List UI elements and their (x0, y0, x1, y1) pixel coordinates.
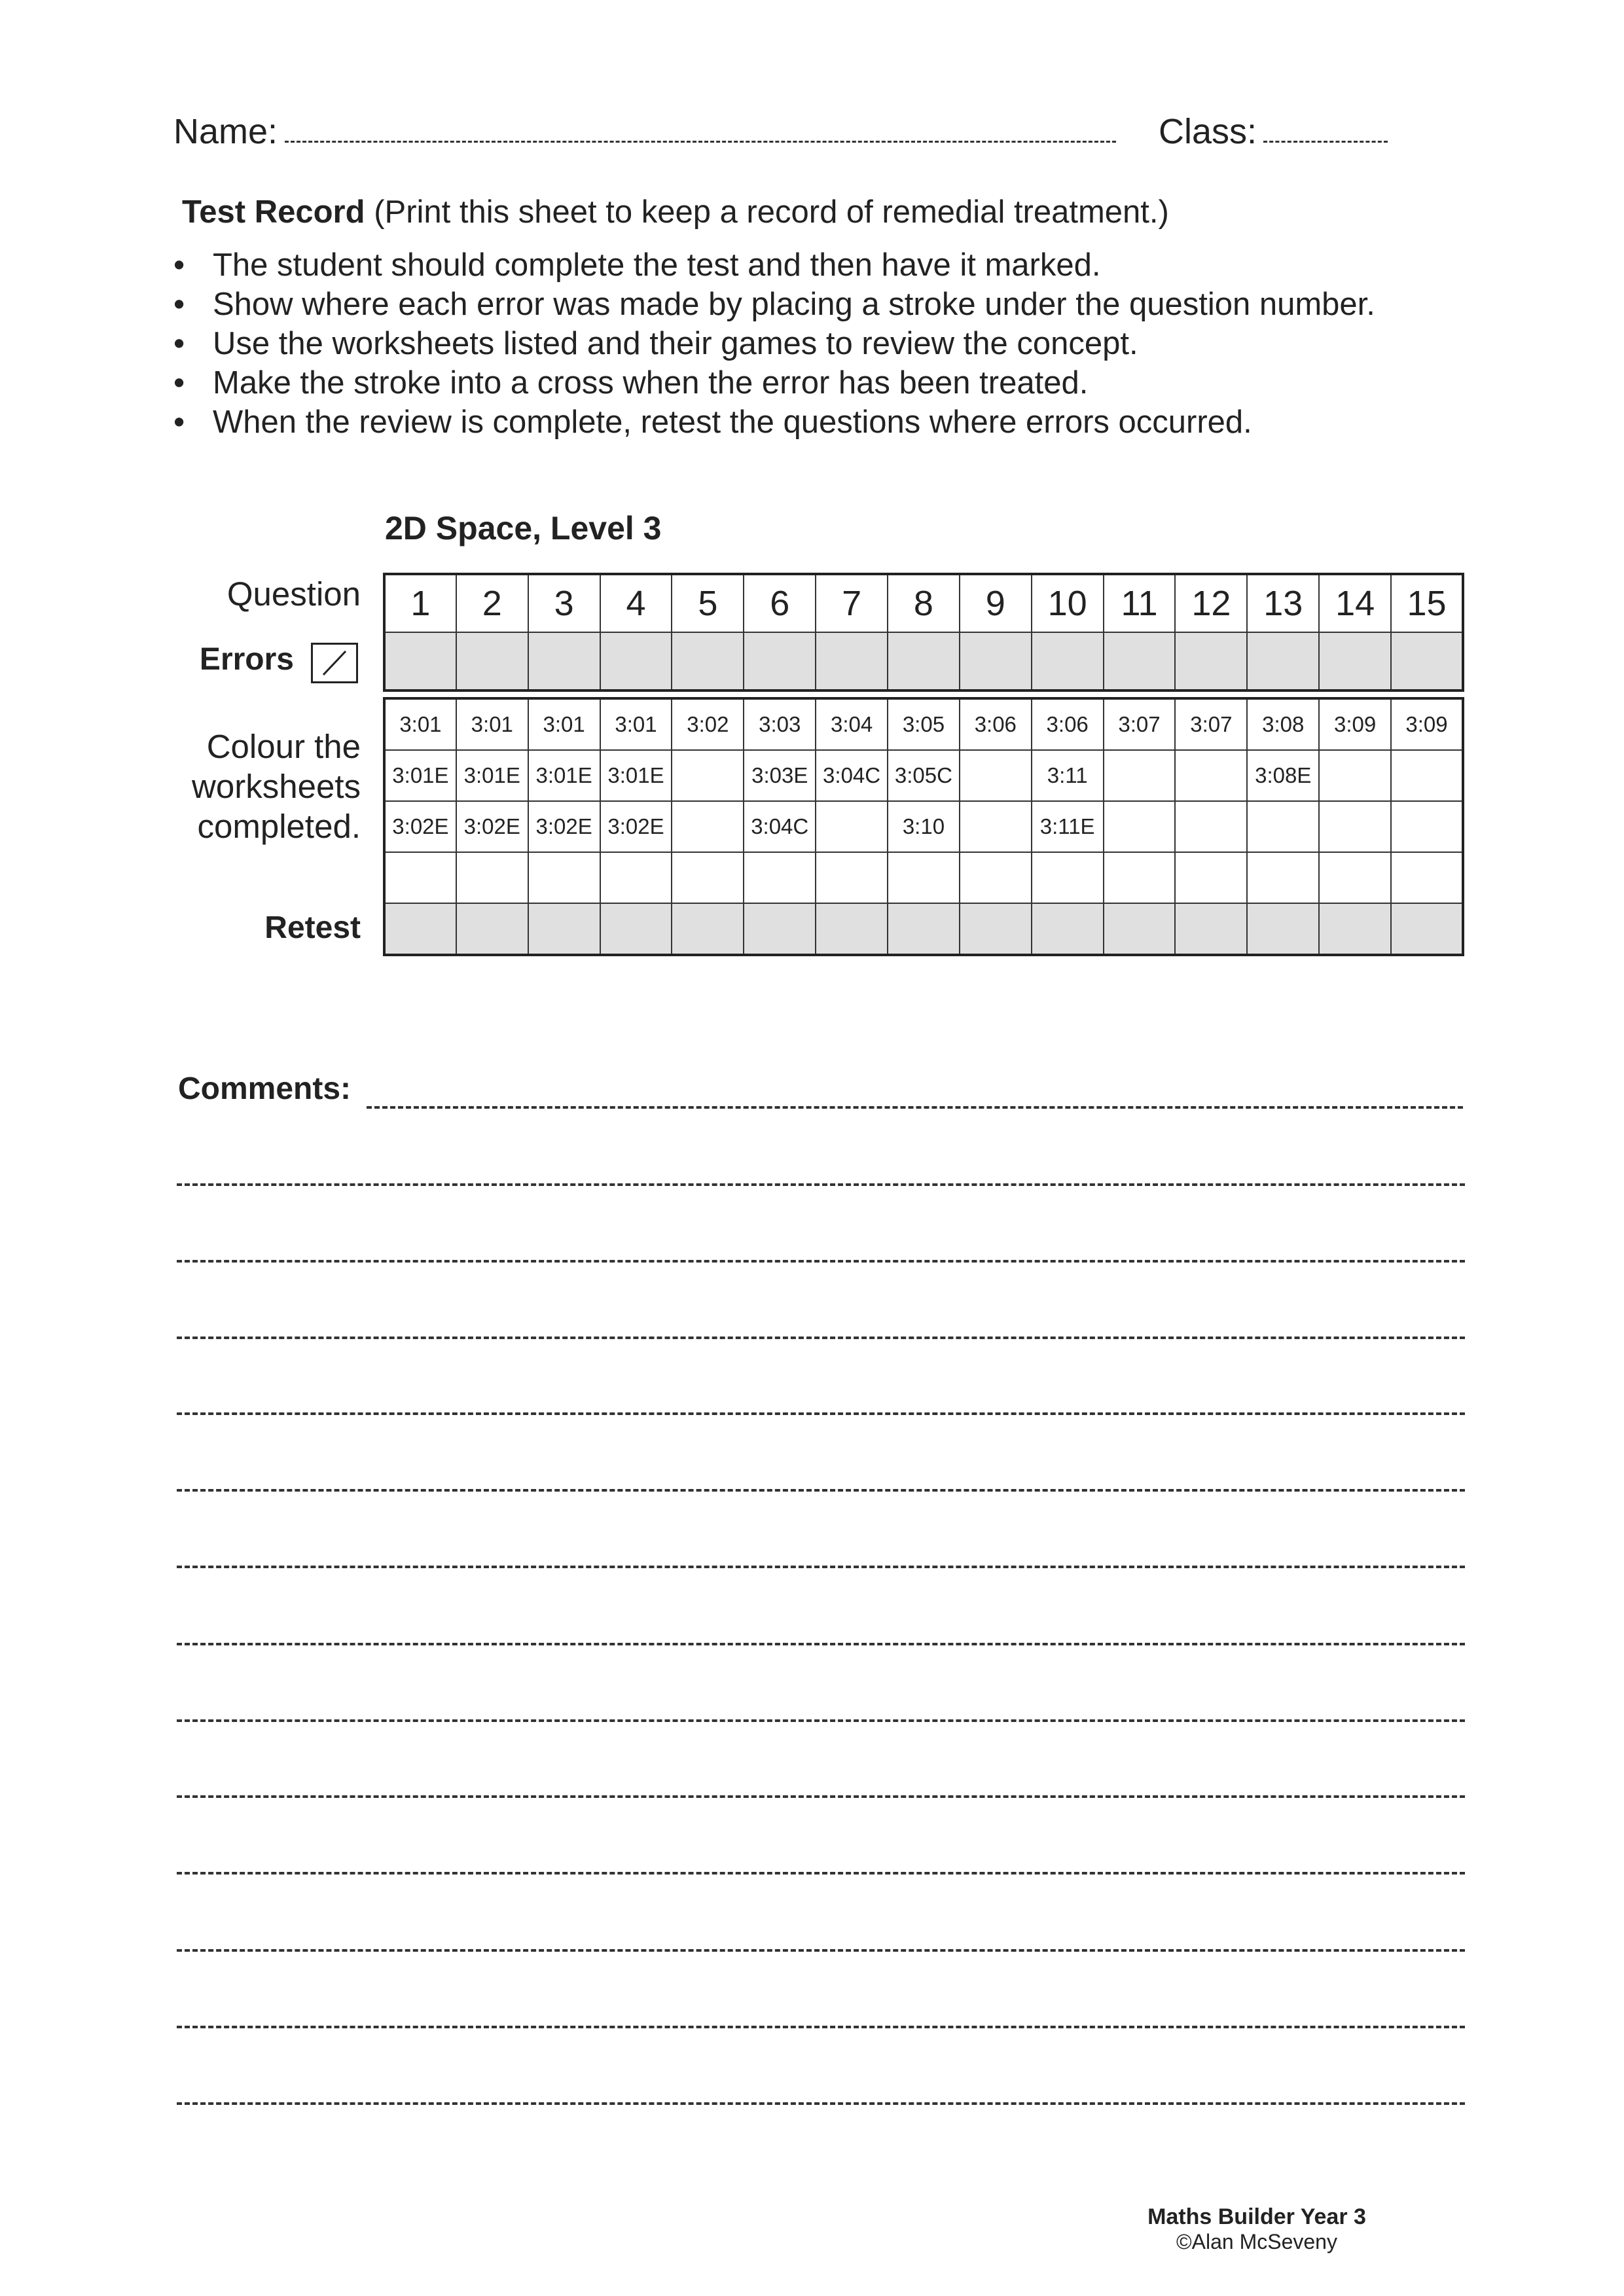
colour-label-line: completed. (197, 808, 361, 845)
worksheet-row (384, 801, 1463, 852)
question-number: 2 (456, 574, 528, 632)
comments-label: Comments: (178, 1071, 352, 1106)
worksheet-cell[interactable]: 3:01 (384, 698, 456, 750)
worksheet-cell[interactable] (1175, 750, 1247, 801)
error-cell[interactable] (528, 632, 600, 691)
error-cell[interactable] (1247, 632, 1319, 691)
error-cell[interactable] (816, 632, 888, 691)
worksheet-cell[interactable] (816, 801, 888, 852)
comment-line[interactable] (177, 2026, 1465, 2028)
worksheet-cell[interactable] (1391, 750, 1463, 801)
worksheet-cell[interactable]: 3:04C (744, 801, 816, 852)
worksheet-cell[interactable]: 3:07 (1104, 698, 1176, 750)
retest-cell[interactable] (1319, 903, 1391, 955)
worksheet-cell[interactable]: 3:06 (1032, 698, 1104, 750)
worksheet-cell[interactable] (960, 750, 1032, 801)
worksheet-cell[interactable]: 3:02E (456, 801, 528, 852)
worksheet-cell[interactable] (1104, 852, 1176, 903)
retest-cell[interactable] (384, 903, 456, 955)
question-number: 12 (1175, 574, 1247, 632)
instruction-item: • Make the stroke into a cross when the error has been treated. (173, 363, 1375, 403)
comment-line[interactable] (177, 1719, 1465, 1722)
worksheet-cell[interactable]: 3:08 (1247, 698, 1319, 750)
worksheet-row (384, 750, 1463, 801)
worksheet-cell[interactable]: 3:01E (384, 750, 456, 801)
error-cell[interactable] (744, 632, 816, 691)
worksheet-cell[interactable] (888, 852, 960, 903)
worksheet-cell[interactable] (1247, 801, 1319, 852)
instruction-item: • Show where each error was made by placing a stroke under the question number. (173, 285, 1375, 324)
question-number: 7 (816, 574, 888, 632)
question-number: 6 (744, 574, 816, 632)
retest-label: Retest (264, 910, 361, 945)
retest-cell[interactable] (456, 903, 528, 955)
error-cell[interactable] (1319, 632, 1391, 691)
colour-label-line: worksheets (192, 768, 361, 805)
question-label: Question (226, 575, 361, 613)
worksheet-cell[interactable]: 3:04C (816, 750, 888, 801)
worksheet-cell[interactable]: 3:01 (456, 698, 528, 750)
worksheets-table (383, 697, 1464, 956)
instruction-list (173, 245, 1375, 442)
retest-cell[interactable] (1175, 903, 1247, 955)
question-number: 5 (672, 574, 744, 632)
worksheet-cell[interactable] (528, 852, 600, 903)
retest-cell[interactable] (672, 903, 744, 955)
worksheet-cell[interactable]: 3:01E (600, 750, 672, 801)
footer (1113, 2204, 1401, 2254)
comment-line[interactable] (177, 2102, 1465, 2105)
worksheet-cell[interactable] (456, 852, 528, 903)
colour-label-line: Colour the (206, 728, 361, 765)
question-number: 13 (1247, 574, 1319, 632)
comment-line[interactable] (177, 1489, 1465, 1492)
comment-line[interactable] (367, 1106, 1463, 1109)
worksheet-cell[interactable]: 3:03E (744, 750, 816, 801)
worksheet-cell[interactable]: 3:11E (1032, 801, 1104, 852)
instruction-item: • The student should complete the test and then have it marked. (173, 245, 1375, 285)
worksheet-cell[interactable] (1391, 852, 1463, 903)
comment-line[interactable] (177, 1643, 1465, 1645)
instructions-heading (182, 194, 1169, 230)
worksheet-cell[interactable] (384, 852, 456, 903)
error-cell[interactable] (456, 632, 528, 691)
question-row (384, 574, 1463, 632)
comment-line[interactable] (177, 1336, 1465, 1339)
question-number: 14 (1319, 574, 1391, 632)
question-errors-table (383, 573, 1464, 692)
worksheet-cell[interactable] (1247, 852, 1319, 903)
question-number: 10 (1032, 574, 1104, 632)
question-number: 3 (528, 574, 600, 632)
instruction-item: • Use the worksheets listed and their games to review the concept. (173, 324, 1375, 363)
class-field[interactable] (1263, 141, 1388, 143)
worksheet-cell[interactable]: 3:09 (1319, 698, 1391, 750)
worksheet-cell[interactable]: 3:05 (888, 698, 960, 750)
worksheet-cell[interactable]: 3:02 (672, 698, 744, 750)
colour-worksheets-label (192, 726, 361, 846)
error-cell[interactable] (1175, 632, 1247, 691)
test-record-note: (Print this sheet to keep a record of remedial treatment.) (374, 194, 1169, 230)
worksheet-cell[interactable] (600, 852, 672, 903)
worksheet-cell[interactable] (1104, 750, 1176, 801)
comment-line[interactable] (177, 1795, 1465, 1798)
error-cell[interactable] (1104, 632, 1176, 691)
instruction-item: • When the review is complete, retest the questions where errors occurred. (173, 403, 1375, 442)
worksheet-cell[interactable]: 3:10 (888, 801, 960, 852)
worksheet-cell[interactable]: 3:02E (528, 801, 600, 852)
worksheet-cell[interactable]: 3:02E (600, 801, 672, 852)
worksheet-cell[interactable]: 3:06 (960, 698, 1032, 750)
comment-line[interactable] (177, 1872, 1465, 1874)
worksheet-cell[interactable] (1032, 852, 1104, 903)
error-cell[interactable] (888, 632, 960, 691)
test-record-title: Test Record (182, 194, 365, 230)
error-cell[interactable] (1391, 632, 1463, 691)
comment-line[interactable] (177, 1183, 1465, 1186)
name-label: Name: (173, 112, 278, 151)
worksheet-cell[interactable] (744, 852, 816, 903)
footer-title: Maths Builder Year 3 (1147, 2204, 1366, 2229)
worksheet-cell[interactable] (1175, 852, 1247, 903)
error-cell[interactable] (600, 632, 672, 691)
worksheet-cell[interactable]: 3:01E (528, 750, 600, 801)
worksheet-cell[interactable] (1175, 801, 1247, 852)
worksheet-cell[interactable] (1104, 801, 1176, 852)
footer-copyright: ©Alan McSeveny (1176, 2230, 1337, 2253)
record-title: 2D Space, Level 3 (385, 510, 662, 547)
question-number: 11 (1104, 574, 1176, 632)
worksheet-cell[interactable] (1319, 801, 1391, 852)
worksheet-cell[interactable] (672, 852, 744, 903)
retest-cell[interactable] (816, 903, 888, 955)
retest-cell[interactable] (600, 903, 672, 955)
retest-cell[interactable] (888, 903, 960, 955)
retest-cell[interactable] (960, 903, 1032, 955)
worksheet-cell[interactable] (1319, 852, 1391, 903)
comment-line[interactable] (177, 1412, 1465, 1415)
worksheet-cell[interactable]: 3:03 (744, 698, 816, 750)
retest-cell[interactable] (1032, 903, 1104, 955)
worksheet-cell[interactable]: 3:01 (528, 698, 600, 750)
class-label: Class: (1159, 112, 1257, 151)
question-number: 15 (1391, 574, 1463, 632)
worksheet-cell[interactable] (672, 750, 744, 801)
comment-line[interactable] (177, 1566, 1465, 1568)
retest-cell[interactable] (1104, 903, 1176, 955)
retest-cell[interactable] (1247, 903, 1319, 955)
worksheet-cell[interactable]: 3:01 (600, 698, 672, 750)
errors-row (384, 632, 1463, 691)
worksheet-cell[interactable]: 3:11 (1032, 750, 1104, 801)
retest-row (384, 903, 1463, 955)
worksheet-cell[interactable] (960, 852, 1032, 903)
worksheet-cell[interactable] (1319, 750, 1391, 801)
worksheet-cell[interactable]: 3:09 (1391, 698, 1463, 750)
question-number: 4 (600, 574, 672, 632)
name-field[interactable] (285, 141, 1116, 143)
question-number: 9 (960, 574, 1032, 632)
error-cell[interactable] (672, 632, 744, 691)
stroke-key-icon (311, 643, 358, 683)
retest-cell[interactable] (528, 903, 600, 955)
worksheet-cell[interactable] (816, 852, 888, 903)
retest-cell[interactable] (1391, 903, 1463, 955)
question-number: 8 (888, 574, 960, 632)
worksheet-cell[interactable]: 3:05C (888, 750, 960, 801)
comment-line[interactable] (177, 1949, 1465, 1952)
error-cell[interactable] (960, 632, 1032, 691)
question-number: 1 (384, 574, 456, 632)
error-cell[interactable] (384, 632, 456, 691)
worksheet-cell[interactable]: 3:08E (1247, 750, 1319, 801)
worksheet-cell[interactable]: 3:07 (1175, 698, 1247, 750)
errors-label: Errors (199, 642, 294, 677)
worksheet-cell[interactable]: 3:02E (384, 801, 456, 852)
comment-line[interactable] (177, 1260, 1465, 1263)
worksheet-row (384, 852, 1463, 903)
worksheet-cell[interactable] (672, 801, 744, 852)
error-cell[interactable] (1032, 632, 1104, 691)
worksheet-cell[interactable] (1391, 801, 1463, 852)
retest-cell[interactable] (744, 903, 816, 955)
worksheet-row (384, 698, 1463, 750)
worksheet-cell[interactable] (960, 801, 1032, 852)
worksheet-cell[interactable]: 3:01E (456, 750, 528, 801)
worksheet-cell[interactable]: 3:04 (816, 698, 888, 750)
